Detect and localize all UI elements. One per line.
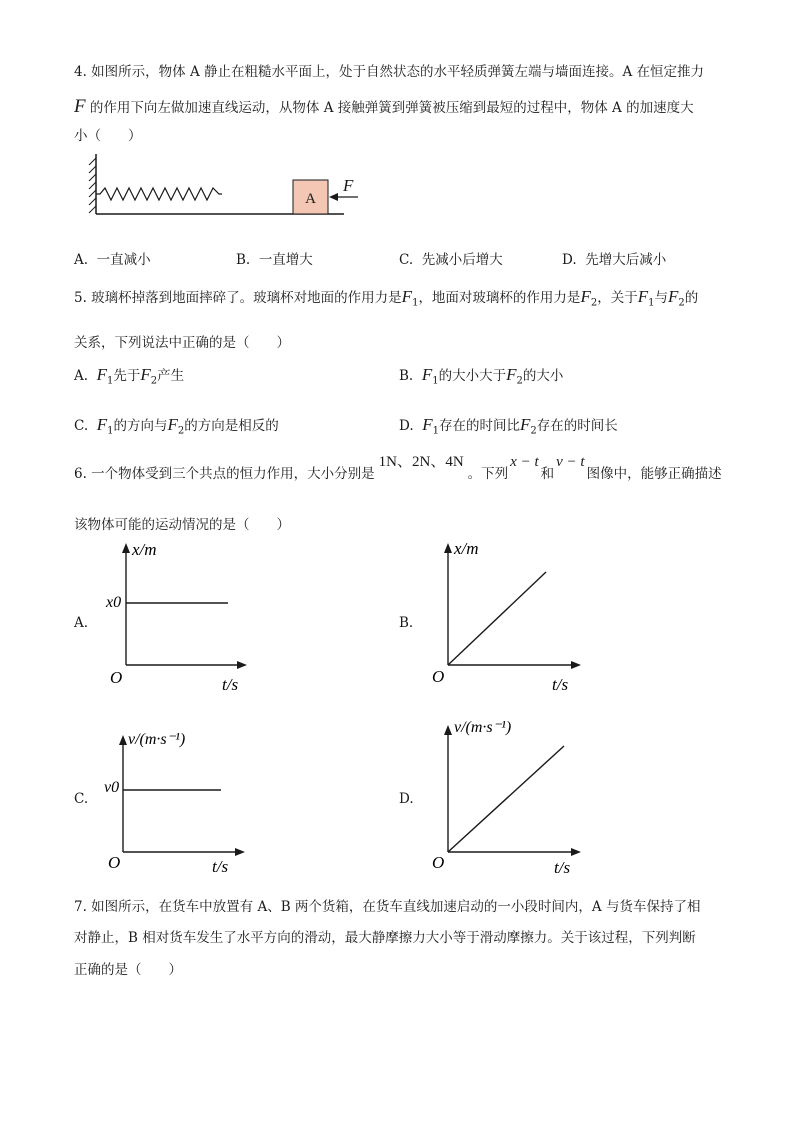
vt-symbol: v − t bbox=[556, 454, 585, 470]
spring-block-figure bbox=[82, 152, 362, 224]
q7-line2: 对静止，B 相对货车发生了水平方向的滑动，最大静摩擦力大小等于滑动摩擦力。关于该过程，下列判断 bbox=[74, 930, 696, 946]
graph-d-ylabel: v/(m·s⁻¹) bbox=[454, 719, 512, 736]
y-axis-arrow-icon bbox=[444, 725, 452, 735]
x-axis-arrow-icon bbox=[571, 848, 581, 856]
q4-line3: 小（ ） bbox=[74, 128, 142, 144]
graph-c-label: C. bbox=[74, 791, 89, 807]
q7-line1: 7. 如图所示，在货车中放置有 A、B 两个货箱，在货车直线加速启动的一小段时间内，A 与货车保持了相 bbox=[74, 899, 701, 915]
graph-b-line bbox=[448, 572, 546, 665]
q5-option-b: B. $F_1$的大小大于$F_2$的大小 bbox=[399, 365, 564, 387]
x-axis-arrow-icon bbox=[571, 661, 581, 669]
graph-b-label: B. bbox=[399, 615, 414, 631]
q5-option-c: C. $F_1$的方向与$F_2$的方向是相反的 bbox=[74, 415, 279, 437]
q4-option-b: B. 一直增大 bbox=[236, 252, 313, 268]
graph-b-origin: O bbox=[432, 667, 445, 686]
graph-a-level: x0 bbox=[106, 594, 122, 611]
y-axis-arrow-icon bbox=[119, 735, 127, 745]
q5-option-d: D. $F_1$存在的时间比$F_2$存在的时间长 bbox=[399, 415, 618, 437]
graph-d-label: D. bbox=[399, 791, 414, 807]
q4-line1: 4. 如图所示，物体 A 静止在粗糙水平面上，处于自然状态的水平轻质弹簧左端与墙面连接。A 在恒定推力 bbox=[74, 64, 705, 80]
graph-b-xlabel: t/s bbox=[552, 675, 569, 694]
force-arrow-head bbox=[329, 193, 338, 201]
q6-line1: 6. 一个物体受到三个共点的恒力作用，大小分别是1N、2N、4N。下列x − t和v − t图像中，能够正确描述 bbox=[74, 454, 722, 482]
q4-line2 bbox=[74, 92, 694, 122]
graph-a-ylabel: x/m bbox=[132, 540, 157, 559]
graph-d-line bbox=[448, 746, 564, 852]
x-axis-arrow-icon bbox=[235, 848, 245, 856]
graph-c-ylabel: v/(m·s⁻¹) bbox=[128, 731, 186, 748]
q4-option-c: C. 先减小后增大 bbox=[399, 252, 503, 268]
q4-option-d: D. 先增大后减小 bbox=[562, 252, 667, 268]
q5-line2: 关系，下列说法中正确的是（ ） bbox=[74, 335, 290, 351]
block-label: A bbox=[305, 191, 316, 207]
graph-c-xlabel: t/s bbox=[212, 857, 229, 876]
graph-a bbox=[100, 535, 260, 695]
graph-c bbox=[100, 722, 260, 877]
force-label: F bbox=[343, 176, 354, 195]
x-axis-arrow-icon bbox=[237, 661, 247, 669]
forces-values: 1N、2N、4N bbox=[378, 454, 464, 470]
graph-d-origin: O bbox=[432, 853, 445, 872]
q6-line2: 该物体可能的运动情况的是（ ） bbox=[74, 517, 290, 533]
graph-b bbox=[422, 532, 592, 697]
q7-line3: 正确的是（ ） bbox=[74, 962, 182, 978]
graph-c-level: v0 bbox=[104, 779, 120, 796]
xt-symbol: x − t bbox=[510, 454, 539, 470]
q4-option-a: A. 一直减小 bbox=[74, 252, 151, 268]
y-axis-arrow-icon bbox=[444, 543, 452, 553]
q4-line2-text: 的作用下向左做加速直线运动，从物体 A 接触弹簧到弹簧被压缩到最短的过程中，物体 A 的加速度大 bbox=[89, 100, 694, 116]
y-axis-arrow-icon bbox=[122, 543, 130, 553]
graph-c-origin: O bbox=[108, 853, 121, 872]
graph-d bbox=[422, 710, 592, 880]
graph-a-label: A. bbox=[74, 615, 89, 631]
graph-a-xlabel: t/s bbox=[222, 675, 239, 694]
graph-b-ylabel: x/m bbox=[454, 539, 479, 558]
graph-a-origin: O bbox=[110, 668, 123, 687]
q5-line1: 5. 玻璃杯掉落到地面摔碎了。玻璃杯对地面的作用力是$F_1$，地面对玻璃杯的作用力是$F_2$，关于$F_1$与$F_2$的 bbox=[74, 287, 699, 309]
spring bbox=[96, 188, 222, 200]
q5-option-a: A. $F_1$先于$F_2$产生 bbox=[74, 365, 185, 387]
force-symbol: F bbox=[74, 96, 86, 117]
graph-d-xlabel: t/s bbox=[554, 858, 571, 877]
wall-hatching bbox=[89, 158, 96, 213]
